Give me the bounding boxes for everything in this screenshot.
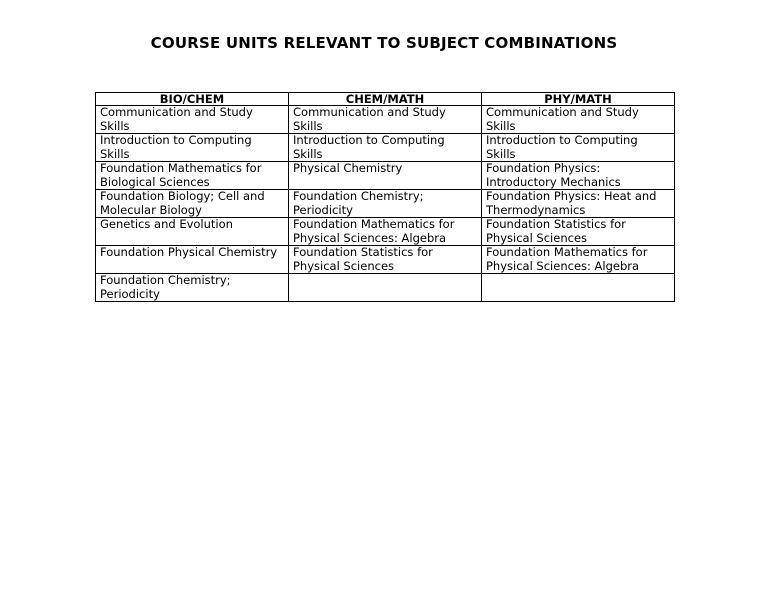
table-cell: Foundation Mathematics for Physical Sciences: Algebra (482, 246, 675, 274)
table-cell: Communication and Study Skills (96, 106, 289, 134)
page-title: COURSE UNITS RELEVANT TO SUBJECT COMBINATIONS (150, 34, 618, 52)
table-row (96, 162, 675, 190)
table-cell: Foundation Chemistry; Periodicity (96, 274, 289, 302)
table-cell: Introduction to Computing Skills (96, 134, 289, 162)
table-cell: Foundation Chemistry; Periodicity (289, 190, 482, 218)
table-row (96, 218, 675, 246)
column-header-bio-chem: BIO/CHEM (96, 93, 289, 106)
table-cell-empty (482, 274, 675, 302)
table-cell: Genetics and Evolution (96, 218, 289, 246)
table-cell: Foundation Biology; Cell and Molecular Biology (96, 190, 289, 218)
table-cell: Foundation Mathematics for Physical Sciences: Algebra (289, 218, 482, 246)
table-cell: Foundation Physics: Heat and Thermodynamics (482, 190, 675, 218)
table-cell: Introduction to Computing Skills (482, 134, 675, 162)
table-cell: Foundation Physics: Introductory Mechanics (482, 162, 675, 190)
table-cell-empty (289, 274, 482, 302)
table-cell: Foundation Statistics for Physical Sciences (482, 218, 675, 246)
table-cell: Foundation Statistics for Physical Sciences (289, 246, 482, 274)
table-row (96, 274, 675, 302)
table-row (96, 190, 675, 218)
table-cell: Communication and Study Skills (289, 106, 482, 134)
table-row (96, 134, 675, 162)
table-cell: Introduction to Computing Skills (289, 134, 482, 162)
course-units-table (95, 92, 675, 302)
column-header-phy-math: PHY/MATH (482, 93, 675, 106)
column-header-chem-math: CHEM/MATH (289, 93, 482, 106)
table-cell: Foundation Mathematics for Biological Sciences (96, 162, 289, 190)
table-row (96, 246, 675, 274)
table-cell: Physical Chemistry (289, 162, 482, 190)
table-header-row (96, 93, 675, 106)
table-cell: Foundation Physical Chemistry (96, 246, 289, 274)
table-row (96, 106, 675, 134)
table-cell: Communication and Study Skills (482, 106, 675, 134)
